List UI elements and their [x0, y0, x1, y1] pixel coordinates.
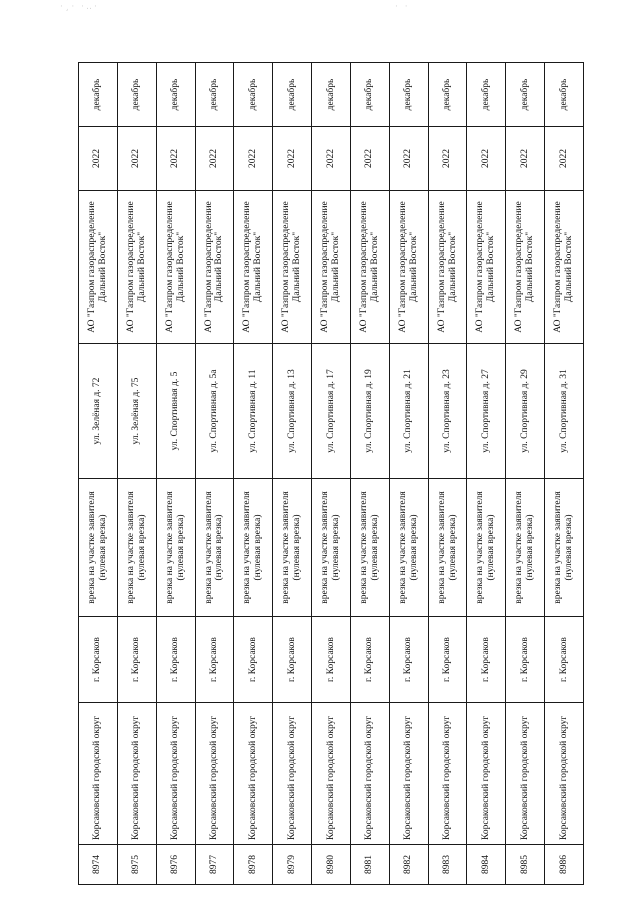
work-type-cell: врезка на участке заявителя (нулевая врезка) [156, 479, 195, 617]
address-cell: ул. Спортивная д. 11 [234, 344, 273, 479]
district-cell: Корсаковский городской округ [428, 703, 467, 845]
month-cell: декабрь [428, 63, 467, 127]
year-cell: 2022 [273, 127, 312, 191]
district-cell: Корсаковский городской округ [506, 703, 545, 845]
year-cell: 2022 [234, 127, 273, 191]
row-number: 8974 [79, 845, 118, 885]
year-cell: 2022 [79, 127, 118, 191]
organization-cell: АО "Газпром газораспределение Дальний Восток" [428, 191, 467, 344]
registry-table [78, 62, 584, 885]
table-row [156, 63, 195, 885]
year-cell: 2022 [506, 127, 545, 191]
district-cell: Корсаковский городской округ [79, 703, 118, 845]
year-cell: 2022 [195, 127, 234, 191]
city-cell: г. Корсаков [350, 617, 389, 703]
district-cell: Корсаковский городской округ [117, 703, 156, 845]
address-cell: ул. Спортивная д. 5а [195, 344, 234, 479]
address-cell: ул. Спортивная д. 19 [350, 344, 389, 479]
year-cell: 2022 [156, 127, 195, 191]
month-cell: декабрь [195, 63, 234, 127]
year-cell: 2022 [117, 127, 156, 191]
address-cell: ул. Зелёная д. 75 [117, 344, 156, 479]
table-row [234, 63, 273, 885]
address-cell: ул. Спортивная д. 29 [506, 344, 545, 479]
work-type-cell: врезка на участке заявителя (нулевая врезка) [545, 479, 584, 617]
row-number: 8984 [467, 845, 506, 885]
month-cell: декабрь [117, 63, 156, 127]
work-type-cell: врезка на участке заявителя (нулевая врезка) [467, 479, 506, 617]
organization-cell: АО "Газпром газораспределение Дальний Восток" [117, 191, 156, 344]
table-row [117, 63, 156, 885]
work-type-cell: врезка на участке заявителя (нулевая врезка) [117, 479, 156, 617]
district-cell: Корсаковский городской округ [273, 703, 312, 845]
year-cell: 2022 [467, 127, 506, 191]
row-number: 8986 [545, 845, 584, 885]
scan-artifact-right: · · [395, 2, 410, 12]
month-cell: декабрь [312, 63, 351, 127]
table-row [506, 63, 545, 885]
year-cell: 2022 [350, 127, 389, 191]
table-row [545, 63, 584, 885]
organization-cell: АО "Газпром газораспределение Дальний Восток" [545, 191, 584, 344]
city-cell: г. Корсаков [79, 617, 118, 703]
month-cell: декабрь [545, 63, 584, 127]
city-cell: г. Корсаков [117, 617, 156, 703]
row-number: 8976 [156, 845, 195, 885]
work-type-cell: врезка на участке заявителя (нулевая врезка) [312, 479, 351, 617]
district-cell: Корсаковский городской округ [389, 703, 428, 845]
organization-cell: АО "Газпром газораспределение Дальний Восток" [234, 191, 273, 344]
month-cell: декабрь [350, 63, 389, 127]
district-cell: Корсаковский городской округ [195, 703, 234, 845]
organization-cell: АО "Газпром газораспределение Дальний Восток" [79, 191, 118, 344]
city-cell: г. Корсаков [273, 617, 312, 703]
city-cell: г. Корсаков [545, 617, 584, 703]
row-number: 8975 [117, 845, 156, 885]
city-cell: г. Корсаков [389, 617, 428, 703]
work-type-cell: врезка на участке заявителя (нулевая врезка) [79, 479, 118, 617]
row-number: 8980 [312, 845, 351, 885]
address-cell: ул. Спортивная д. 17 [312, 344, 351, 479]
month-cell: декабрь [389, 63, 428, 127]
month-cell: декабрь [234, 63, 273, 127]
table-row [273, 63, 312, 885]
table-row [428, 63, 467, 885]
month-cell: декабрь [506, 63, 545, 127]
city-cell: г. Корсаков [195, 617, 234, 703]
work-type-cell: врезка на участке заявителя (нулевая врезка) [350, 479, 389, 617]
year-cell: 2022 [312, 127, 351, 191]
table-body [79, 63, 584, 885]
organization-cell: АО "Газпром газораспределение Дальний Восток" [506, 191, 545, 344]
district-cell: Корсаковский городской округ [234, 703, 273, 845]
row-number: 8981 [350, 845, 389, 885]
work-type-cell: врезка на участке заявителя (нулевая врезка) [506, 479, 545, 617]
rotated-page [78, 63, 584, 885]
address-cell: ул. Спортивная д. 23 [428, 344, 467, 479]
table-row [79, 63, 118, 885]
organization-cell: АО "Газпром газораспределение Дальний Восток" [389, 191, 428, 344]
year-cell: 2022 [545, 127, 584, 191]
district-cell: Корсаковский городской округ [467, 703, 506, 845]
city-cell: г. Корсаков [467, 617, 506, 703]
row-number: 8982 [389, 845, 428, 885]
district-cell: Корсаковский городской округ [350, 703, 389, 845]
work-type-cell: врезка на участке заявителя (нулевая врезка) [195, 479, 234, 617]
organization-cell: АО "Газпром газораспределение Дальний Восток" [350, 191, 389, 344]
address-cell: ул. Спортивная д. 13 [273, 344, 312, 479]
table-row [312, 63, 351, 885]
table-row [350, 63, 389, 885]
work-type-cell: врезка на участке заявителя (нулевая врезка) [234, 479, 273, 617]
city-cell: г. Корсаков [234, 617, 273, 703]
row-number: 8977 [195, 845, 234, 885]
organization-cell: АО "Газпром газораспределение Дальний Восток" [273, 191, 312, 344]
district-cell: Корсаковский городской округ [312, 703, 351, 845]
organization-cell: АО "Газпром газораспределение Дальний Восток" [312, 191, 351, 344]
row-number: 8983 [428, 845, 467, 885]
city-cell: г. Корсаков [156, 617, 195, 703]
organization-cell: АО "Газпром газораспределение Дальний Восток" [195, 191, 234, 344]
table-row [467, 63, 506, 885]
work-type-cell: врезка на участке заявителя (нулевая врезка) [389, 479, 428, 617]
row-number: 8979 [273, 845, 312, 885]
district-cell: Корсаковский городской округ [545, 703, 584, 845]
year-cell: 2022 [428, 127, 467, 191]
month-cell: декабрь [79, 63, 118, 127]
scan-artifact-left: ·¸· ·‥· [60, 2, 99, 12]
address-cell: ул. Спортивная д. 5 [156, 344, 195, 479]
district-cell: Корсаковский городской округ [156, 703, 195, 845]
city-cell: г. Корсаков [428, 617, 467, 703]
row-number: 8978 [234, 845, 273, 885]
organization-cell: АО "Газпром газораспределение Дальний Восток" [467, 191, 506, 344]
address-cell: ул. Зелёная д. 72 [79, 344, 118, 479]
city-cell: г. Корсаков [312, 617, 351, 703]
organization-cell: АО "Газпром газораспределение Дальний Восток" [156, 191, 195, 344]
month-cell: декабрь [273, 63, 312, 127]
work-type-cell: врезка на участке заявителя (нулевая врезка) [428, 479, 467, 617]
year-cell: 2022 [389, 127, 428, 191]
row-number: 8985 [506, 845, 545, 885]
city-cell: г. Корсаков [506, 617, 545, 703]
address-cell: ул. Спортивная д. 21 [389, 344, 428, 479]
work-type-cell: врезка на участке заявителя (нулевая врезка) [273, 479, 312, 617]
table-row [389, 63, 428, 885]
month-cell: декабрь [467, 63, 506, 127]
address-cell: ул. Спортивная д. 27 [467, 344, 506, 479]
address-cell: ул. Спортивная д. 31 [545, 344, 584, 479]
month-cell: декабрь [156, 63, 195, 127]
table-row [195, 63, 234, 885]
